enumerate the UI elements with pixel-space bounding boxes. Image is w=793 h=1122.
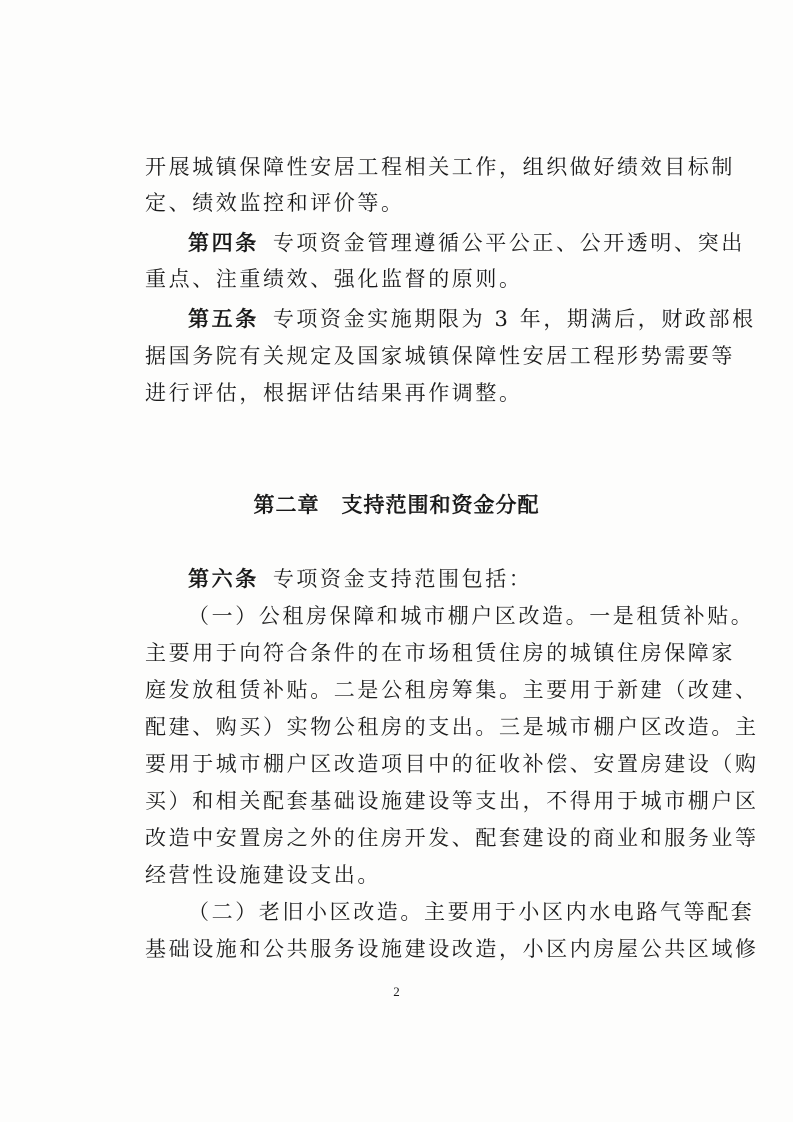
text-line-1: 开展城镇保障性安居工程相关工作，组织做好绩效目标制 [145,155,735,179]
text-line-15: 改造中安置房之外的住房开发、配套建设的商业和服务业等 [145,826,759,850]
article-6-heading: 第六条 [188,566,259,591]
article-6-line [188,564,708,594]
article-5-heading: 第五条 [188,306,259,331]
text-line-9: （一）公租房保障和城市棚户区改造。一是租赁补贴。 [188,604,755,628]
article-5-line [188,304,756,334]
text-line-13: 要用于城市棚户区改造项目中的征收补偿、安置房建设（购 [145,752,759,776]
page-number: 2 [393,984,400,999]
article-6-text: 专项资金支持范围包括： [272,567,533,591]
article-5-text: 专项资金实施期限为 3 年，期满后，财政部根 [272,307,756,331]
text-line-10: 主要用于向符合条件的在市场租赁住房的城镇住房保障家 [145,641,735,665]
text-line-2: 定、绩效监控和评价等。 [145,191,405,215]
text-line-18: 基础设施和公共服务设施建设改造，小区内房屋公共区域修 [145,937,759,961]
article-4-heading: 第四条 [188,230,259,255]
text-line-6: 据国务院有关规定及国家城镇保障性安居工程形势需要等 [145,344,735,368]
text-line-12: 配建、购买）实物公租房的支出。三是城市棚户区改造。主 [145,715,759,739]
text-line-4: 重点、注重绩效、强化监督的原则。 [145,267,523,291]
text-line-7: 进行评估，根据评估结果再作调整。 [145,381,523,405]
article-4-text: 专项资金管理遵循公平公正、公开透明、突出 [272,231,745,255]
article-4-line [188,228,745,258]
text-line-16: 经营性设施建设支出。 [145,863,381,887]
text-line-14: 买）和相关配套基础设施建设等支出，不得用于城市棚户区 [145,789,759,813]
text-line-17: （二）老旧小区改造。主要用于小区内水电路气等配套 [188,900,755,924]
text-line-11: 庭发放租赁补贴。二是公租房筹集。主要用于新建（改建、 [145,678,759,702]
chapter-title: 第二章 支持范围和资金分配 [253,493,540,517]
